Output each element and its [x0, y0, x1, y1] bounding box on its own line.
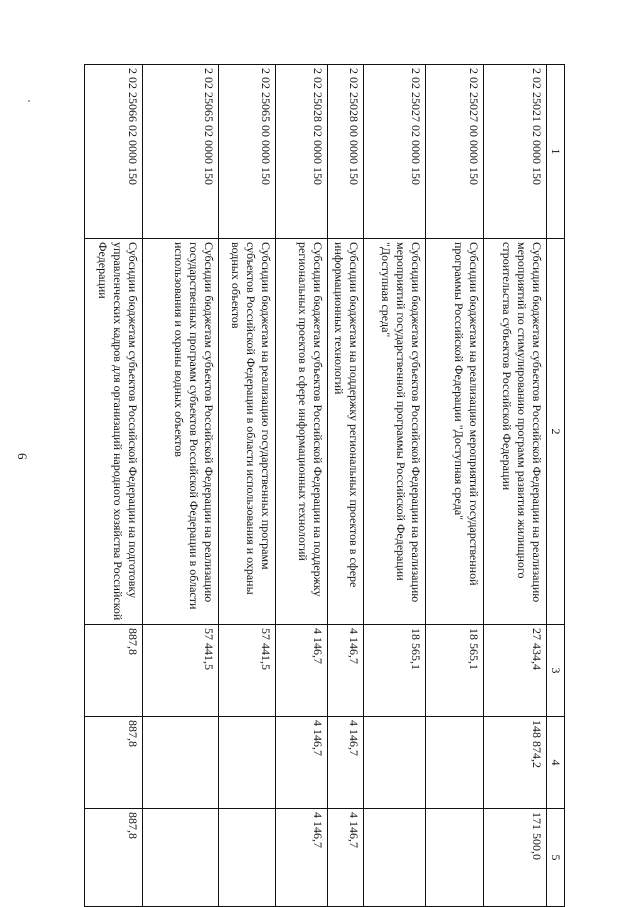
amount-cell: 27 434,4 [484, 625, 547, 717]
budget-code-cell: 2 02 25028 00 0000 150 [328, 65, 364, 239]
amount-cell [143, 809, 219, 907]
column-header: 5 [547, 809, 565, 907]
description-cell: Субсидии бюджетам субъектов Российской Федерации на реализацию мероприятий государственной программы Российской Федерации "Доступная среда" [364, 239, 426, 625]
amount-cell [364, 717, 426, 809]
column-header: 4 [547, 717, 565, 809]
amount-cell [143, 717, 219, 809]
table-row [276, 65, 328, 907]
budget-code-cell: 2 02 25021 02 0000 150 [484, 65, 547, 239]
amount-cell: 18 565,1 [426, 625, 484, 717]
column-header: 2 [547, 239, 565, 625]
amount-cell: 4 146,7 [276, 809, 328, 907]
column-header: 1 [547, 65, 565, 239]
table-row [85, 65, 143, 907]
description-cell: Субсидии бюджетам на поддержку региональных проектов в сфере информационных технологий [328, 239, 364, 625]
table-row [426, 65, 484, 907]
amount-cell: 18 565,1 [364, 625, 426, 717]
amount-cell [426, 809, 484, 907]
description-cell: Субсидии бюджетам на реализацию государственных программ субъектов Российской Федерации в области использования и охраны водных объектов [219, 239, 276, 625]
amount-cell: 887,8 [85, 809, 143, 907]
amount-cell: 57 441,5 [143, 625, 219, 717]
amount-cell: 171 500,0 [484, 809, 547, 907]
amount-cell [426, 717, 484, 809]
description-cell: Субсидии бюджетам субъектов Российской Федерации на реализацию государственных программ субъектов Российской Федерации в области использования и охраны водных объектов [143, 239, 219, 625]
column-header: 3 [547, 625, 565, 717]
rotated-table-container [96, 64, 565, 906]
amount-cell: 887,8 [85, 717, 143, 809]
page-number: 6 [15, 453, 30, 460]
table-row [328, 65, 364, 907]
budget-code-cell: 2 02 25066 02 0000 150 [85, 65, 143, 239]
budget-code-cell: 2 02 25028 02 0000 150 [276, 65, 328, 239]
description-cell: Субсидии бюджетам на реализацию мероприятий государственной программы Российской Федерации "Доступная среда" [426, 239, 484, 625]
amount-cell: 4 146,7 [276, 717, 328, 809]
amount-cell: 4 146,7 [328, 809, 364, 907]
budget-code-cell: 2 02 25065 02 0000 150 [143, 65, 219, 239]
description-cell: Субсидии бюджетам субъектов Российской Федерации на подготовку управленческих кадров для организаций народного хозяйства Российской Федерации [85, 239, 143, 625]
scan-speck [28, 100, 30, 102]
budget-code-cell: 2 02 25027 02 0000 150 [364, 65, 426, 239]
amount-cell [364, 809, 426, 907]
amount-cell [219, 717, 276, 809]
amount-cell: 57 441,5 [219, 625, 276, 717]
budget-code-cell: 2 02 25065 00 0000 150 [219, 65, 276, 239]
table-row [364, 65, 426, 907]
amount-cell: 4 146,7 [328, 717, 364, 809]
column-number-row [547, 65, 565, 907]
amount-cell: 148 874,2 [484, 717, 547, 809]
amount-cell [219, 809, 276, 907]
table-row [143, 65, 219, 907]
table-row [219, 65, 276, 907]
description-cell: Субсидии бюджетам субъектов Российской Федерации на реализацию мероприятий по стимулированию программ развития жилищного строительства субъектов Российской Федерации [484, 239, 547, 625]
budget-code-cell: 2 02 25027 00 0000 150 [426, 65, 484, 239]
budget-table [84, 64, 565, 907]
table-row [484, 65, 547, 907]
amount-cell: 4 146,7 [328, 625, 364, 717]
amount-cell: 4 146,7 [276, 625, 328, 717]
description-cell: Субсидии бюджетам субъектов Российской Федерации на поддержку региональных проектов в сфере информационных технологий [276, 239, 328, 625]
amount-cell: 887,8 [85, 625, 143, 717]
